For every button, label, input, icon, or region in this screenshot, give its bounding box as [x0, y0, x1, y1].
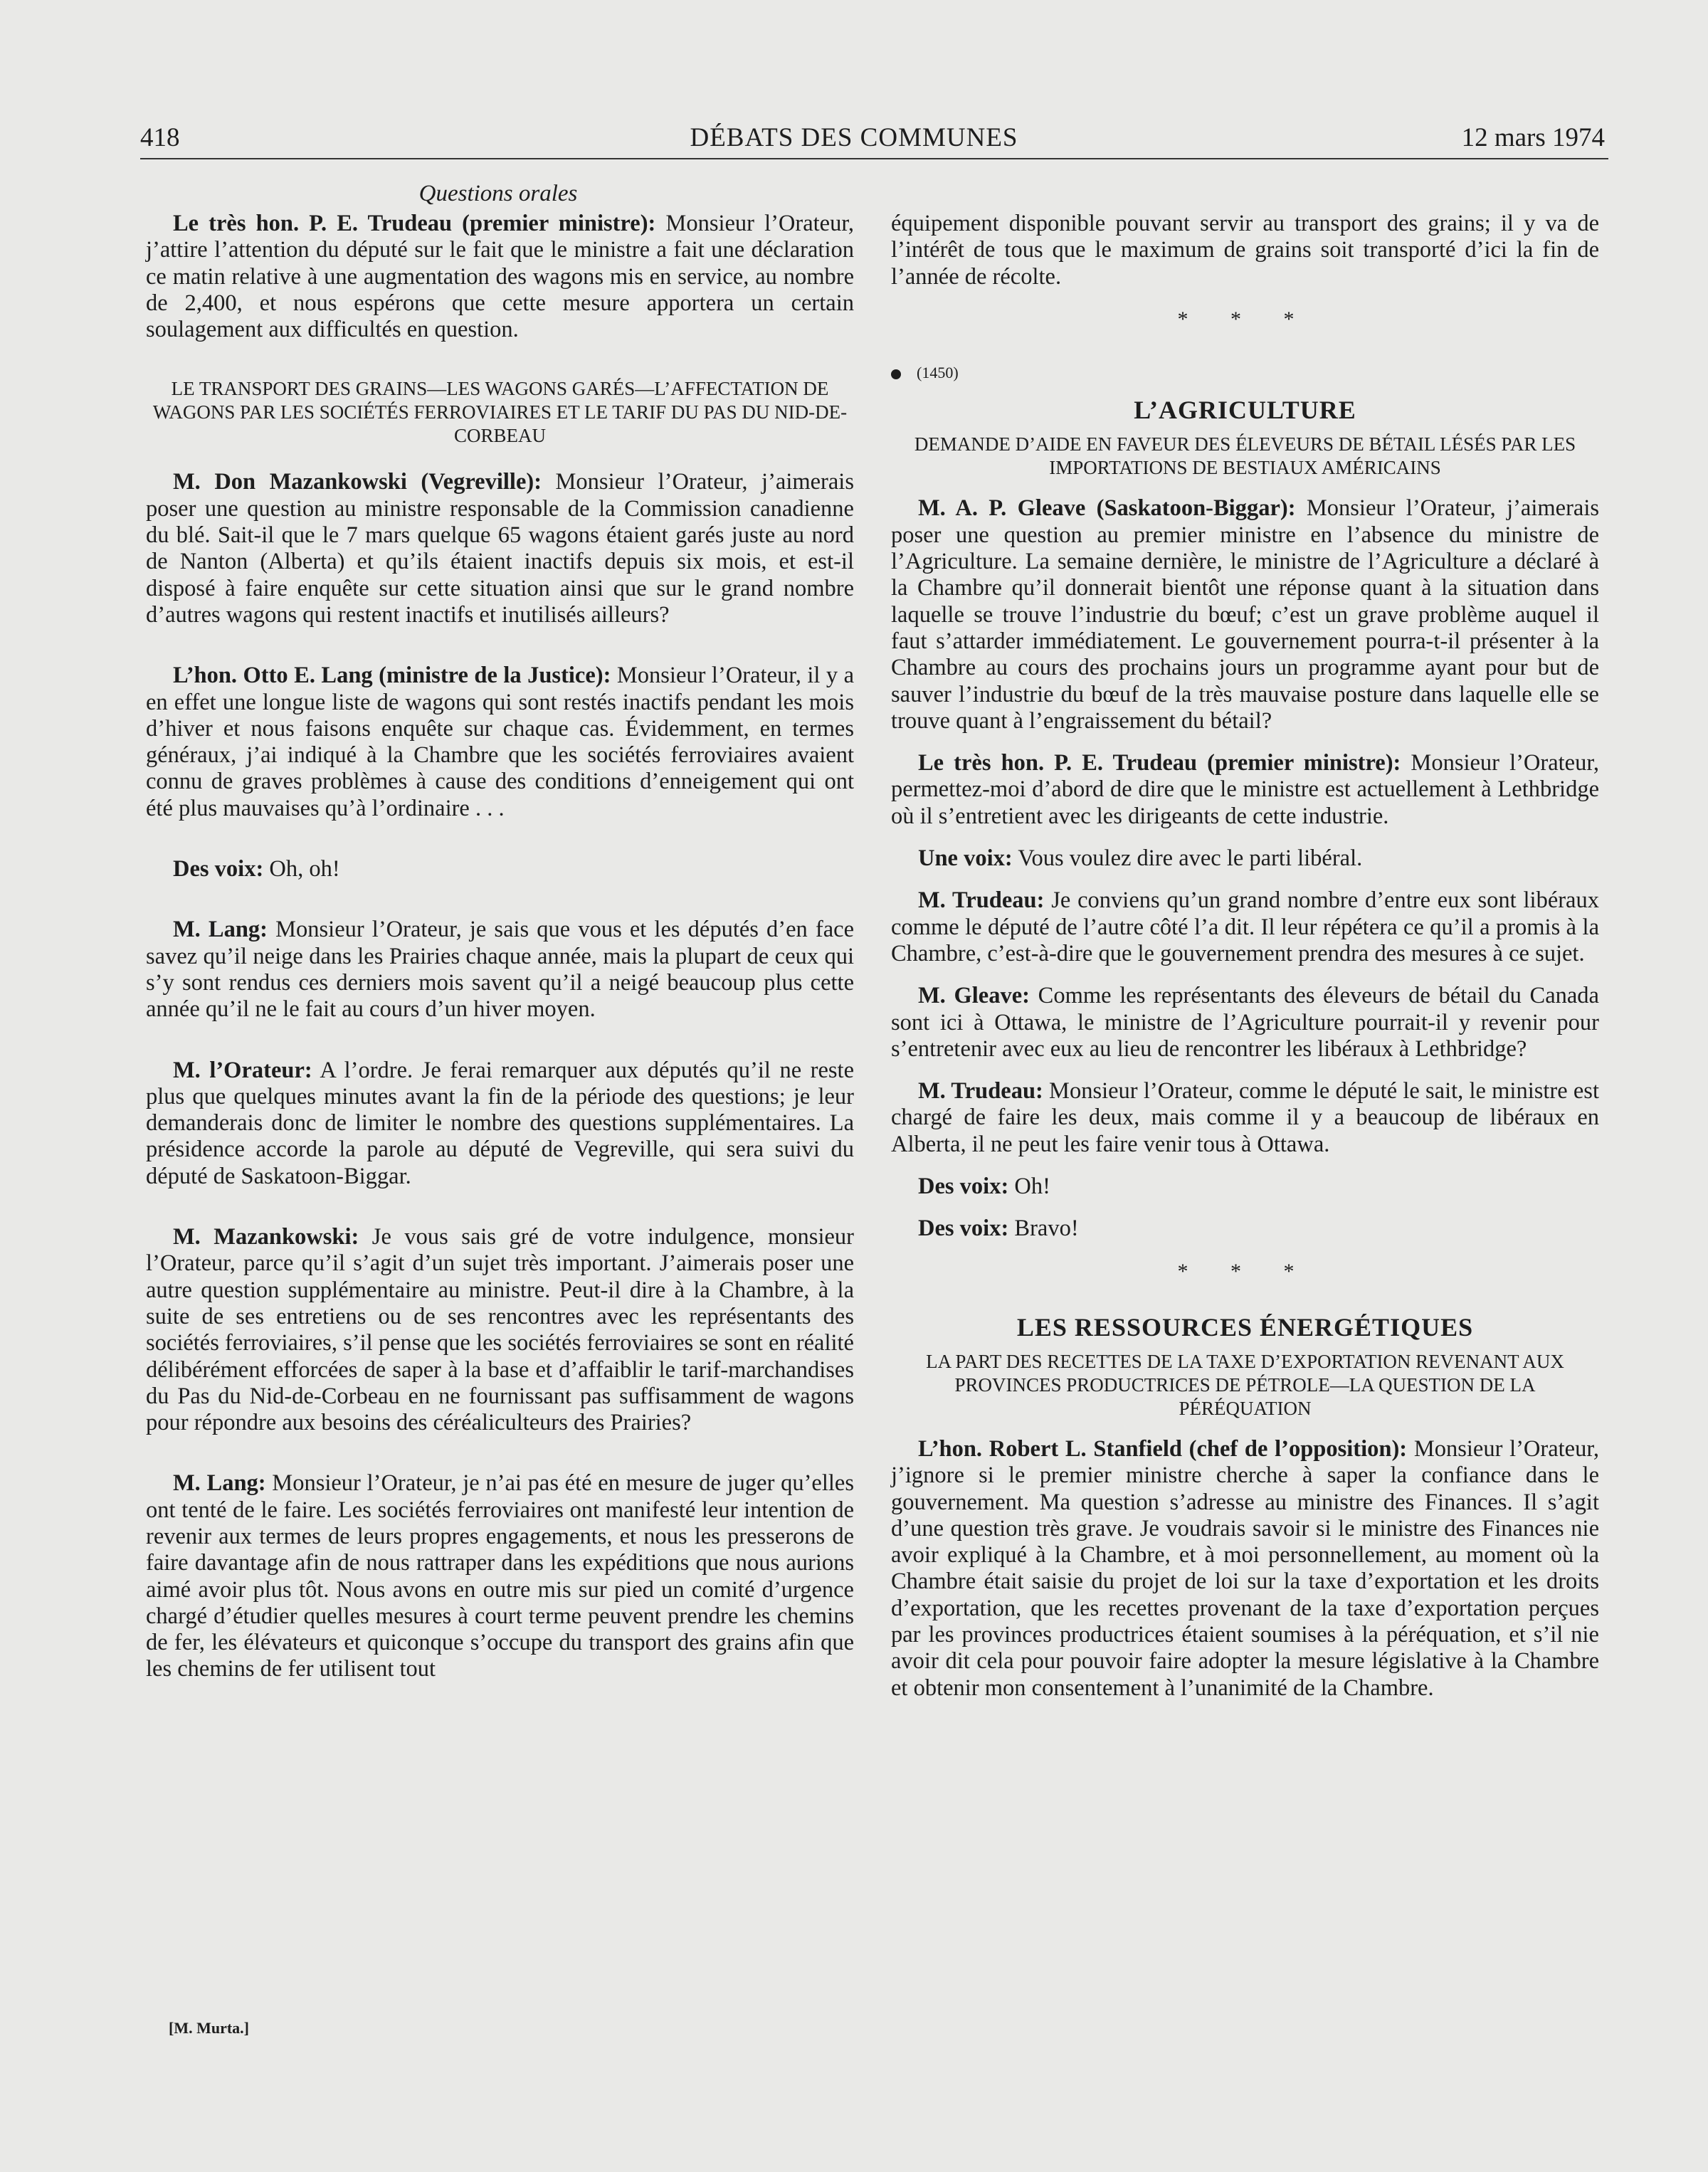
issue-date: 12 mars 1974	[1461, 123, 1605, 152]
left-column	[146, 211, 854, 1699]
speech-text: Je conviens qu’un grand nombre d’entre eux sont libéraux comme le député de l’autre côté l’a dit. Il leur répétera ce qu’il a promis à la Chambre, c’est-à-dire que le gouvernement prendra des mesures à ce sujet.	[891, 887, 1599, 966]
paragraph	[146, 856, 854, 882]
time-stamp: (1450)	[917, 364, 959, 382]
paragraph	[146, 1224, 854, 1436]
paragraph	[891, 1174, 1599, 1200]
speaker-name: M. Lang:	[173, 1470, 266, 1497]
bullet-dot-icon	[891, 369, 901, 379]
footnote: [M. Murta.]	[169, 2019, 250, 2037]
rubric-heading: LA PART DES RECETTES DE LA TAXE D’EXPORTATION REVENANT AUX PROVINCES PRODUCTRICES DE PÉTROLE—LA QUESTION DE LA PÉRÉQUATION	[926, 1350, 1564, 1419]
page-number: 418	[140, 123, 180, 152]
speech-text: Monsieur l’Orateur, permettez-moi d’abord de dire que le ministre est actuellement à Lethbridge où il s’entretient avec les dirigeants de cette industrie.	[891, 750, 1599, 829]
time-marker	[891, 359, 1599, 386]
paragraph	[146, 663, 854, 822]
paragraph	[146, 469, 854, 628]
speech-text: Monsieur l’Orateur, je sais que vous et les députés d’en face savez qu’il neige dans les Prairies chaque année, mais la plupart de ceux qui s’y sont rendus ces derniers mois savent qu’il a neigé beaucoup plus cette année qu’il ne le fait au cours d’un hiver moyen.	[146, 917, 855, 1023]
speaker-name: Des voix:	[173, 856, 264, 882]
speaker-name: Le très hon. P. E. Trudeau (premier ministre):	[173, 211, 656, 236]
paragraph	[891, 887, 1599, 967]
paragraph	[146, 211, 854, 343]
speech-text: Monsieur l’Orateur, il y a en effet une longue liste de wagons qui sont restés inactifs pendant les mois d’hiver et nous faisons enquête sur chaque cas. Évidemment, en termes généraux, j’ai indiqué à la Chambre que les sociétés ferroviaires avaient connu de graves problèmes à cause des conditions d’enneigement qui ont été plus mauvaises qu’à l’ordinaire . . .	[146, 663, 854, 821]
speaker-name: L’hon. Otto E. Lang (ministre de la Justice):	[173, 663, 611, 689]
speech-text: Oh!	[1008, 1174, 1050, 1200]
speech-text: Monsieur l’Orateur, j’aimerais poser une question au ministre responsable de la Commission canadienne du blé. Sait-il que le 7 mars quelque 65 wagons étaient garés juste au nord de Nanton (Alberta) et qu’ils étaient inactifs depuis six mois, et est-il disposé à faire enquête sur cette situation ainsi que sur le grand nombre d’autres wagons qui restent inactifs et inutilisés ailleurs?	[146, 469, 854, 628]
speaker-name: M. Mazankowski:	[173, 1224, 359, 1250]
speech-text: Je vous sais gré de votre indulgence, monsieur l’Orateur, parce qu’il s’agit d’un sujet très important. J’aimerais poser une autre question supplémentaire au ministre. Peut-il dire à la Chambre, à la suite de ses entretiens ou de ses rencontres avec les représentants des sociétés ferroviaires, s’il pense que les sociétés ferroviaires se sont en réalité délibérément efforcées de saper à la base et d’affaiblir le tarif-marchandises du Pas du Nid-de-Corbeau en ne fournissant pas suffisamment de wagons pour répondre aux besoins des céréaliculteurs des Prairies?	[146, 1224, 854, 1436]
journal-title: DÉBATS DES COMMUNES	[690, 123, 1018, 152]
speaker-name: M. Trudeau:	[918, 1078, 1043, 1105]
section-heading: L’AGRICULTURE	[1134, 396, 1356, 425]
speaker-name: M. Trudeau:	[918, 887, 1045, 914]
section-subheader: Questions orales	[418, 181, 578, 206]
speech-text: Monsieur l’Orateur, j’aimerais poser une question au premier ministre en l’absence du ministre de l’Agriculture. La semaine dernière, le ministre de l’Agriculture a déclaré à la Chambre qu’il donnerait bientôt une réponse quant à la situation dans laquelle se trouve l’industrie du bœuf; c’est un grave problème auquel il faut s’attarder immédiatement. Le gouvernement pourra-t-il présenter à la Chambre au cours des prochains jours un programme ayant pour but de sauver l’industrie du bœuf de la très mauvaise posture dans laquelle elle se trouve quant à l’engraissement du bétail?	[891, 495, 1600, 734]
speaker-name: Le très hon. P. E. Trudeau (premier ministre):	[918, 750, 1401, 776]
paragraph	[891, 1216, 1599, 1242]
speaker-name: Des voix:	[918, 1216, 1009, 1242]
speaker-name: Une voix:	[918, 845, 1013, 872]
speech-text: Comme les représentants des éleveurs de bétail du Canada sont ici à Ottawa, le ministre de l’Agriculture pourrait-il y revenir pour s’entretenir avec eux au lieu de rencontrer les libéraux à Lethbridge?	[891, 983, 1599, 1062]
paragraph	[146, 1470, 854, 1682]
speaker-name: M. l’Orateur:	[173, 1057, 312, 1083]
paragraph	[891, 983, 1599, 1063]
speaker-name: M. Don Mazankowski (Vegreville):	[173, 469, 542, 495]
speaker-name: L’hon. Robert L. Stanfield (chef de l’opposition):	[918, 1435, 1408, 1462]
paragraph	[146, 1058, 854, 1190]
paragraph: équipement disponible pouvant servir au transport des grains; il y va de l’intérêt de tous que le maximum de grains soit transporté d’ici la fin de l’année de récolte.	[891, 211, 1599, 290]
speech-text: Monsieur l’Orateur, j’attire l’attention du député sur le fait que le ministre a fait une déclaration ce matin relative à une augmentation des wagons mis en service, au nombre de 2,400, et nous espérons que cette mesure apportera un certain soulagement aux difficultés en question.	[146, 211, 854, 343]
paragraph	[891, 1078, 1599, 1158]
speech-text: Bravo!	[1008, 1216, 1079, 1242]
paragraph	[146, 917, 854, 1023]
rubric-heading: DEMANDE D’AIDE EN FAVEUR DES ÉLEVEURS DE BÉTAIL LÉSÉS PAR LES IMPORTATIONS DE BESTIAUX AMÉRICAINS	[914, 433, 1576, 479]
rubric-heading: LE TRANSPORT DES GRAINS—LES WAGONS GARÉS—L’AFFECTATION DE WAGONS PAR LES SOCIÉTÉS FERROVIAIRES ET LE TARIF DU PAS DU NID-DE-CORBEAU	[152, 378, 848, 447]
separator-stars: * * *	[1177, 1259, 1313, 1283]
speech-text: Monsieur l’Orateur, je n’ai pas été en mesure de juger qu’elles ont tenté de le faire. Les sociétés ferroviaires ont manifesté leur intention de revenir aux termes de leurs propres engagements, et nous les presserons de faire davantage afin de nous rattraper dans les expéditions que nous aurions aimé avoir plus tôt. Nous avons en outre mis sur pied un comité d’urgence chargé d’étudier quelles mesures à court terme peuvent prendre les chemins de fer, les élévateurs et quiconque s’occupe du transport des grains afin que les chemins de fer utilisent tout	[146, 1470, 854, 1682]
separator-stars: * * *	[1177, 307, 1313, 331]
speech-text: Monsieur l’Orateur, j’ignore si le premier ministre cherche à saper la confiance dans le gouvernement. Ma question s’adresse au ministre des Finances. Il s’agit d’une question très grave. Je voudrais savoir si le ministre des Finances nie avoir expliqué à la Chambre, et à moi personnellement, au moment où la Chambre était saisie du projet de loi sur la taxe d’exportation et les droits d’exportation, que les recettes provenant de la taxe d’exportation perçues par les provinces productrices étaient soumises à la péréquation, et s’il nie avoir dit cela pour pouvoir faire adopter la mesure législative à la Chambre et obtenir mon consentement à l’unanimité de la Chambre.	[891, 1435, 1599, 1701]
paragraph	[891, 1436, 1599, 1702]
speech-text: Vous voulez dire avec le parti libéral.	[1012, 845, 1363, 872]
speaker-name: M. Lang:	[173, 917, 268, 943]
paragraph	[891, 495, 1599, 734]
section-heading: LES RESSOURCES ÉNERGÉTIQUES	[1016, 1312, 1474, 1341]
speech-text: Oh, oh!	[263, 856, 340, 882]
speaker-name: M. A. P. Gleave (Saskatoon-Biggar):	[918, 495, 1296, 522]
speech-text: A l’ordre. Je ferai remarquer aux députés qu’il ne reste plus que quelques minutes avant la fin de la période des questions; je leur demanderais donc de limiter le nombre des questions supplémentaires. La présidence accorde la parole au député de Vegreville, qui sera suivi du député de Saskatoon-Biggar.	[146, 1057, 854, 1189]
paragraph	[891, 845, 1599, 872]
speaker-name: M. Gleave:	[918, 983, 1030, 1009]
speech-text: Monsieur l’Orateur, comme le député le sait, le ministre est chargé de faire les deux, mais comme il y a beaucoup de libéraux en Alberta, il ne peut les faire venir tous à Ottawa.	[891, 1078, 1599, 1157]
header-rule	[140, 158, 1608, 159]
speaker-name: Des voix:	[918, 1174, 1009, 1200]
paragraph	[891, 750, 1599, 830]
right-column	[891, 211, 1599, 1717]
